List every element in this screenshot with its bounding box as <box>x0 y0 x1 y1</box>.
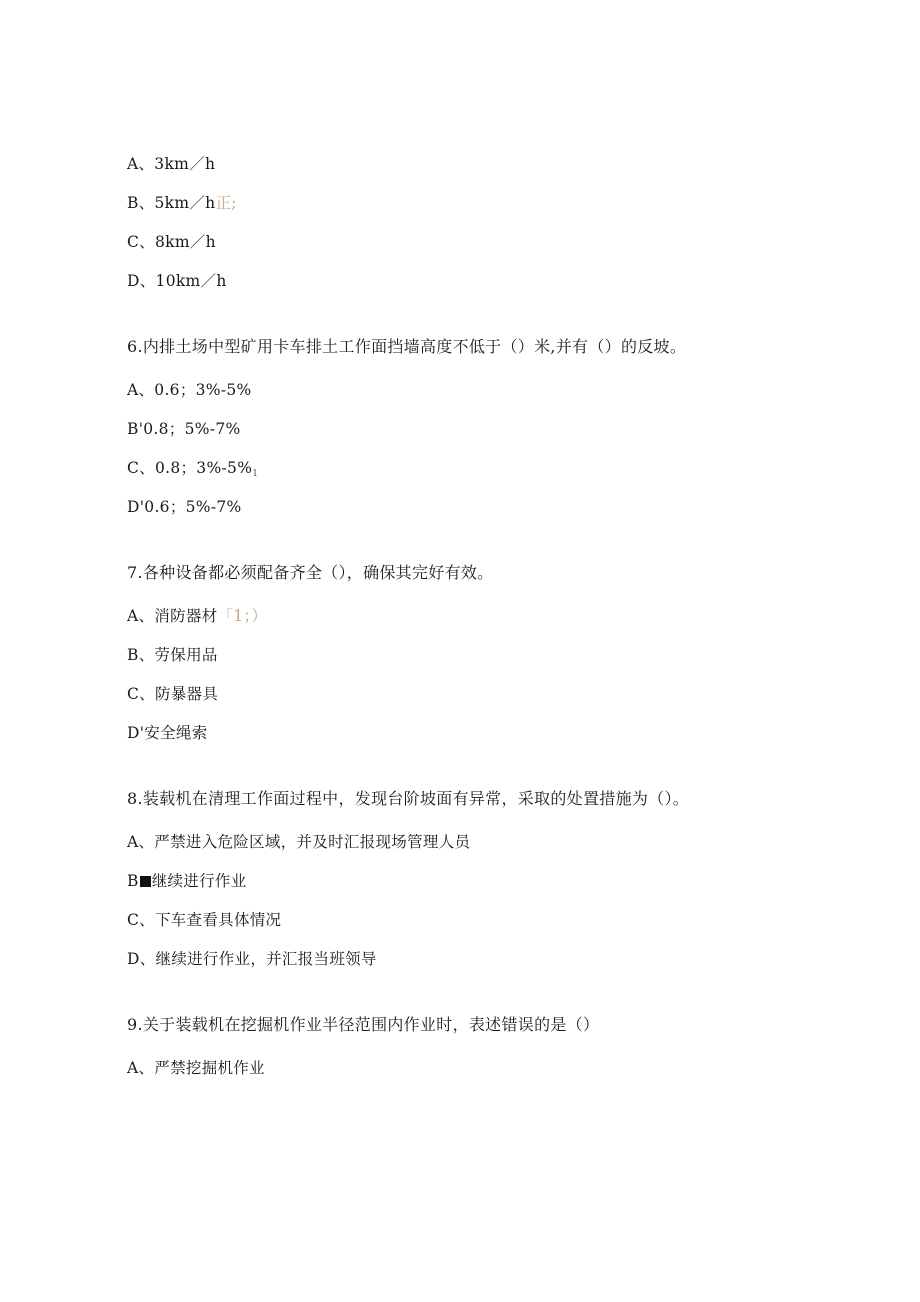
q7-question: 7.各种设备都必须配备齐全（），确保其完好有效。 <box>127 563 494 582</box>
q8-question: 8.装载机在清理工作面过程中，发现台阶坡面有异常，采取的处置措施为（）。 <box>127 789 690 808</box>
q7-option-a <box>127 606 267 626</box>
q8-option-b <box>127 871 247 891</box>
q6-question: 6.内排土场中型矿用卡车排土工作面挡墙高度不低于（）米,并有（）的反坡。 <box>127 337 687 356</box>
q6-option-c-subscript: 1 <box>252 469 259 479</box>
q5-option-b <box>127 193 237 213</box>
q6-option-c-text: C、0.8；3%-5% <box>127 459 253 477</box>
q9-option-a: A、严禁挖掘机作业 <box>127 1059 265 1077</box>
q5-option-d: D、10km／h <box>127 272 227 290</box>
q5-option-c: C、8km／h <box>127 233 216 251</box>
q8-option-b-prefix: B <box>127 872 139 890</box>
q5-option-b-text: B、5km／h <box>127 194 216 212</box>
q7-option-d: D'安全绳索 <box>127 724 208 742</box>
q7-option-b: B、劳保用品 <box>127 646 218 664</box>
q6-option-b: B'0.8；5%-7% <box>127 420 241 438</box>
q8-option-a: A、严禁进入危险区域，并及时汇报现场管理人员 <box>127 833 471 851</box>
q8-option-d: D、继续进行作业，并汇报当班领导 <box>127 950 377 968</box>
q6-option-c <box>127 458 258 484</box>
q5-option-a: A、3km／h <box>127 155 216 173</box>
q6-option-a: A、0.6；3%-5% <box>127 381 252 399</box>
q5-answer-mark: 正; <box>215 194 237 212</box>
q9-question: 9.关于装载机在挖掘机作业半径范围内作业时，表述错误的是（） <box>127 1015 600 1034</box>
q7-option-c: C、防暴器具 <box>127 685 219 703</box>
q7-answer-mark: 「1；） <box>217 607 268 625</box>
q8-option-b-text: 继续进行作业 <box>151 872 247 890</box>
q7-option-a-text: A、消防器材 <box>127 607 218 625</box>
black-square-icon <box>140 876 151 887</box>
q6-option-d: D'0.6；5%-7% <box>127 498 242 516</box>
q8-option-c: C、下车查看具体情况 <box>127 911 282 929</box>
